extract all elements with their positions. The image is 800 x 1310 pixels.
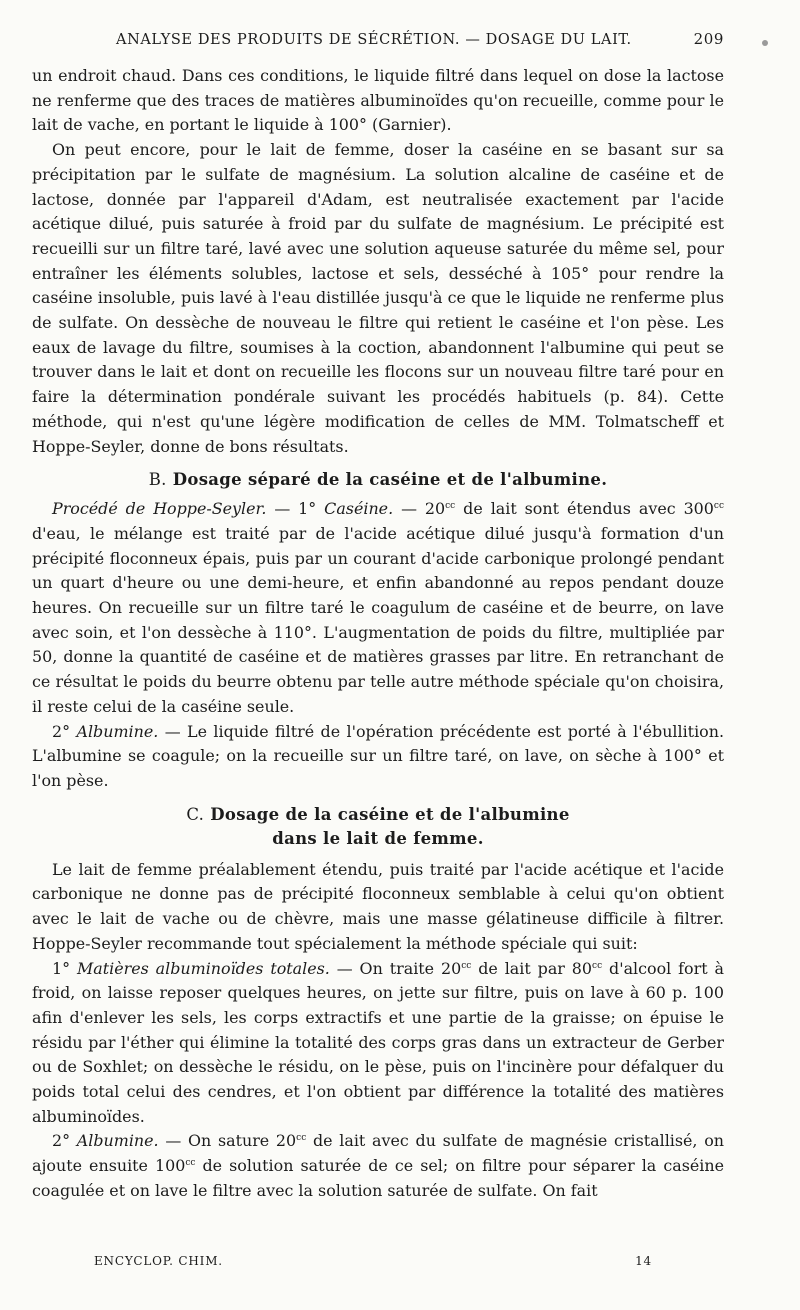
procedure-name: Procédé de Hoppe-Seyler. bbox=[52, 499, 267, 519]
item-matieres-albuminoides: Matières albuminoïdes totales. bbox=[76, 958, 330, 978]
section-c-title-line-1: Dosage de la caséine et de l'albumine bbox=[210, 804, 570, 824]
section-c-letter: C. bbox=[186, 804, 205, 824]
section-b-letter: B. bbox=[148, 470, 167, 490]
section-b-title: Dosage séparé de la caséine et de l'albumine. bbox=[172, 470, 608, 490]
running-header bbox=[32, 30, 724, 54]
footer-signature: ENCYCLOP. CHIM. bbox=[94, 1254, 223, 1268]
paragraph-4: 2° Albumine. — Le liquide filtré de l'opération précédente est porté à l'ébullition. L'albumine se coagule; on la recueille sur un filtre taré, on lave, on sèche à 100° et l'on pèse. bbox=[32, 721, 724, 790]
page bbox=[32, 30, 724, 1204]
item-caseine: Caséine. bbox=[324, 499, 394, 519]
margin-dot bbox=[762, 40, 768, 46]
header-title: ANALYSE DES PRODUITS DE SÉCRÉTION. — DOSAGE DU LAIT. bbox=[116, 32, 632, 48]
paragraph-1: un endroit chaud. Dans ces conditions, le liquide filtré dans lequel on dose la lactose ne renferme que des traces de matières albuminoïdes qu'on recueille, comme pour le lait de vache, en portant le liquide à 100° (Garnier). bbox=[32, 66, 724, 135]
page-number: 209 bbox=[693, 30, 724, 48]
item-albumine: Albumine. bbox=[76, 721, 159, 741]
section-b-heading bbox=[32, 468, 724, 492]
section-c-heading bbox=[32, 803, 724, 851]
item-albumine-2: Albumine. bbox=[76, 1131, 159, 1151]
paragraph-7: 2° Albumine. — On sature $20^{cc}$ de lait avec du sulfate de magnésie cristallisé, on ajoute ensuite $100^{cc}$ de solution saturée de ce sel; on filtre pour séparer la caséine coagulée et on lave le filtre avec la solution saturée de sulfate. On fait bbox=[32, 1131, 725, 1200]
paragraph-5: Le lait de femme préalablement étendu, puis traité par l'acide acétique et l'acide carbonique ne donne pas de précipité floconneux semblable à celui qu'on obtient avec le lait de vache ou de chèvre, mais une masse gélatineuse difficile à filtrer. Hoppe-Seyler recommande tout spécialement la méthode spéciale qui suit: bbox=[32, 859, 724, 953]
section-c-title-line-2: dans le lait de femme. bbox=[272, 828, 484, 848]
paragraph-2: On peut encore, pour le lait de femme, doser la caséine en se basant sur sa précipitation par le sulfate de magnésium. La solution alcaline de caséine et de lactose, donnée par l'appareil d'Adam, est neutralisée exactement par l'acide acétique dilué, puis saturée à froid par du sulfate de magnésium. Le précipité est recueilli sur un filtre taré, lavé avec une solution aqueuse saturée du même sel, pour entraîner les éléments solubles, lactose et sels, desséché à 105° pour rendre la caséine insoluble, puis lavé à l'eau distillée jusqu'à ce que le liquide ne renferme plus de sulfate. On dessèche de nouveau le filtre qui retient le caséine et l'on pèse. Les eaux de lavage du filtre, soumises à la coction, abandonnent l'albumine qui peut se trouver dans le lait et dont on recueille les flocons sur un nouveau filtre taré pour en faire la détermination pondérale suivant les procédés habituels (p. 84). Cette méthode, qui n'est qu'une légère modification de celles de MM. Tolmatscheff et Hoppe-Seyler, donne de bons résultats. bbox=[32, 140, 724, 456]
footer-sheet-number: 14 bbox=[635, 1254, 652, 1268]
page-body bbox=[32, 64, 724, 1204]
paragraph-6: 1° Matières albuminoïdes totales. — On traite $20^{cc}$ de lait par $80^{cc}$ d'alcool fort à froid, on laisse reposer quelques heures, on jette sur filtre, puis on lave à 60 p. 100 afin d'enlever les sels, les corps extractifs et une partie de la graisse; on épuise le résidu par l'éther qui élimine la totalité des corps gras dans un extracteur de Gerber ou de Soxhlet; on dessèche le résidu, on le pèse, puis on l'incinère pour défalquer du poids total celui des cendres, et l'on obtient par différence la totalité des matières albuminoïdes. bbox=[32, 958, 724, 1126]
page-footer bbox=[94, 1254, 652, 1268]
paragraph-3: Procédé de Hoppe-Seyler. — 1° Caséine. — $20^{cc}$ de lait sont étendus avec $300^{cc}$ d'eau, le mélange est traité par de l'acide acétique dilué jusqu'à formation d'un précipité floconneux épais, puis par un courant d'acide carbonique prolongé pendant un quart d'heure ou une demi-heure, et enfin abandonné au repos pendant douze heures. On recueille sur un filtre taré le coagulum de caséine et de beurre, on lave avec soin, et l'on dessèche à 110°. L'augmentation de poids du filtre, multipliée par 50, donne la quantité de caséine et de matières grasses par litre. En retranchant de ce résultat le poids du beurre obtenu par telle autre méthode spéciale qu'on choisira, il reste celui de la caséine seule. bbox=[32, 499, 724, 716]
